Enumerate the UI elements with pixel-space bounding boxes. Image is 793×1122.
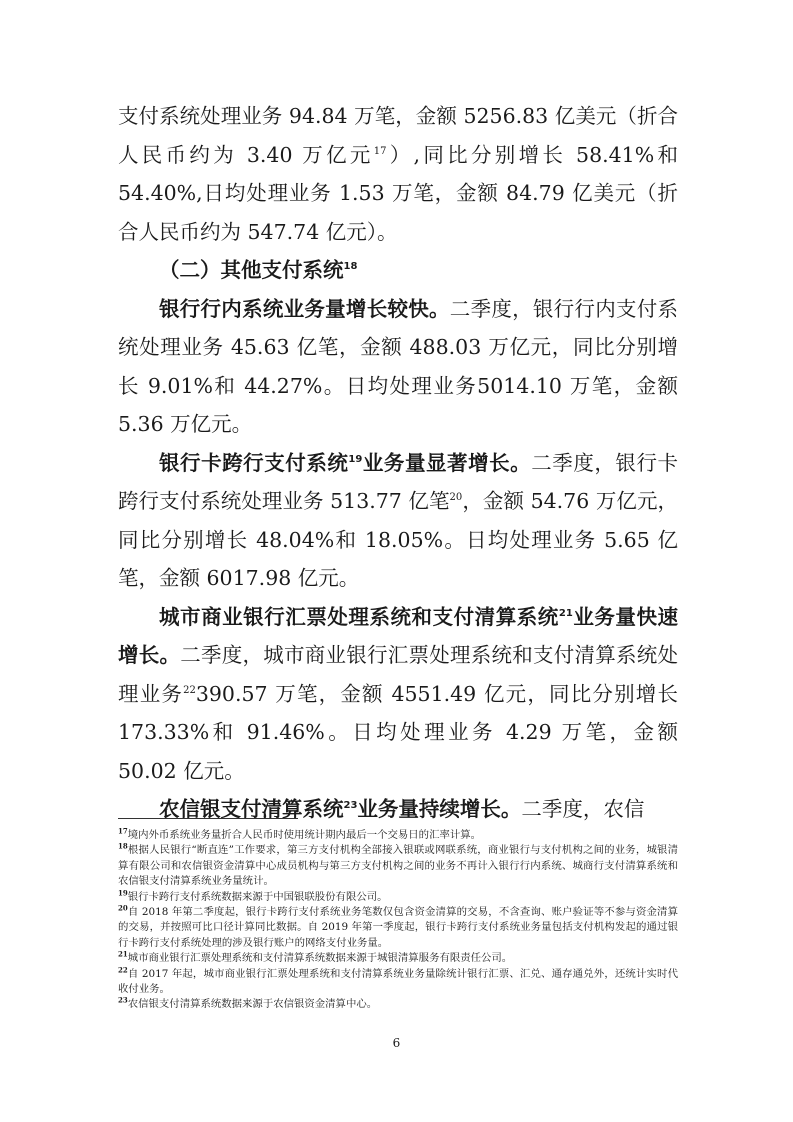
footnote-number: 17 — [118, 826, 128, 836]
paragraph-text: 支付系统处理业务 94.84 万笔，金额 5256.83 亿美元（折合人民币约为 3.40 万亿元 — [118, 104, 678, 167]
footnote-ref-19[interactable]: 19 — [348, 453, 363, 465]
paragraph-lead: 城市商业银行汇票处理系统和支付清算系统 — [159, 604, 559, 629]
footnote-text: 城市商业银行汇票处理系统和支付清算系统数据来源于城银清算服务有限责任公司。 — [127, 952, 513, 965]
footnote-number: 23 — [118, 996, 128, 1005]
footnote-ref-17[interactable]: 17 — [373, 145, 387, 157]
paragraph-lead: 业务量显著增长。 — [362, 450, 532, 475]
paragraph-text: 二季度，银行行内支付系统处理业务 45.63 亿笔，金额 488.03 万亿元，同比分别增长 9.01%和 44.27%。日均处理业务5014.10 万笔，金额 5.36 万亿元。 — [118, 296, 679, 436]
footnote-text: 自 2018 年第二季度起，银行卡跨行支付系统业务笔数仅包含资金清算的交易，不含查询、账户验证等不参与资金清算的交易，并按照可比口径计算同比数据。自 2019 年第一季度起，银行卡跨行支付系统业务量包括支付机构发起的通过银行卡跨行支付系统处理的涉及银行账户的网络支付业务量。 — [118, 906, 678, 949]
heading-text: （二）其他支付系统 — [159, 258, 344, 282]
paragraph-lead: 农信银支付清算系统 — [159, 797, 344, 821]
paragraph-text: 390.57 万笔，金额 4551.49 亿元，同比分别增长 173.33%和 91.46%。日均处理业务 4.29 万笔，金额 50.02 亿元。 — [118, 681, 678, 783]
paragraph-rural-credit — [118, 790, 678, 829]
footnote-19 — [118, 890, 678, 905]
footnote-21 — [118, 951, 678, 966]
paragraph-text: 二季度，农信 — [521, 797, 645, 821]
footnote-number: 20 — [118, 903, 128, 913]
footnote-text: 境内外币系统业务量折合人民币时使用统计期内最后一个交易日的汇率计算。 — [127, 829, 482, 841]
paragraph-lead: 银行卡跨行支付系统 — [159, 450, 349, 475]
paragraph-lead: 银行行内系统业务量增长较快。 — [159, 296, 450, 321]
footnotes — [118, 828, 678, 1013]
section-heading-other-payment-systems — [118, 251, 678, 290]
footnote-ref-18[interactable]: 18 — [343, 261, 358, 273]
footnote-separator — [118, 818, 298, 819]
footnote-ref-22[interactable]: 22 — [183, 684, 196, 696]
footnote-23 — [118, 997, 678, 1012]
footnote-ref-23[interactable]: 23 — [343, 800, 358, 812]
footnote-22 — [118, 967, 678, 998]
footnote-17 — [118, 828, 678, 843]
paragraph-continued — [118, 97, 678, 251]
footnote-number: 19 — [118, 888, 128, 898]
paragraph-text: ，金额 54.76 万亿元，同比分别增长 48.04%和 18.05%。日均处理业务 5.65 亿笔，金额 6017.98 亿元。 — [118, 489, 678, 590]
footnote-ref-20[interactable]: 20 — [449, 492, 463, 504]
paragraph-lead: 业务量持续增长。 — [357, 797, 522, 821]
footnote-number: 18 — [118, 841, 128, 851]
footnote-number: 22 — [118, 965, 128, 975]
footnote-text: 银行卡跨行支付系统数据来源于中国银联股份有限公司。 — [127, 890, 388, 903]
footnote-number: 21 — [118, 949, 128, 959]
paragraph-text: ）,同比分别增长 58.41%和 54.40%,日均处理业务 1.53 万笔，金额 84.79 亿美元（折合人民币约为 547.74 亿元）。 — [118, 142, 678, 244]
footnote-text: 根据人民银行“断直连”工作要求，第三方支付机构全部接入银联或网联系统，商业银行与支付机构之间的业务，城银清算有限公司和农信银资金清算中心成员机构与第三方支付机构之间的业务不再计入银行行内系统、城商行支付清算系统和农信银支付清算系统业务量统计。 — [118, 844, 678, 888]
footnote-18 — [118, 843, 678, 889]
page-number: 6 — [392, 1036, 401, 1050]
paragraph-bankcard-interbank — [118, 444, 678, 598]
footnote-text: 自 2017 年起，城市商业银行汇票处理系统和支付清算系统业务量除统计银行汇票、汇兑、通存通兑外，还统计实时代收付业务。 — [118, 967, 678, 996]
paragraph-text: 二季度，银行卡跨行支付系统处理业务 513.77 亿笔 — [118, 450, 679, 513]
footnote-20 — [118, 905, 678, 951]
paragraph-text: 二季度，城市商业银行汇票处理系统和支付清算系统处理业务 — [118, 643, 678, 706]
paragraph-city-commercial-bank — [118, 598, 678, 791]
footnote-text: 农信银支付清算系统数据来源于农信银资金清算中心。 — [127, 998, 378, 1011]
body-text — [118, 97, 678, 829]
footnote-ref-21[interactable]: 21 — [558, 607, 573, 619]
paragraph-bank-internal-systems — [118, 290, 678, 444]
paragraph-lead: 业务量快速增长。 — [118, 604, 679, 667]
